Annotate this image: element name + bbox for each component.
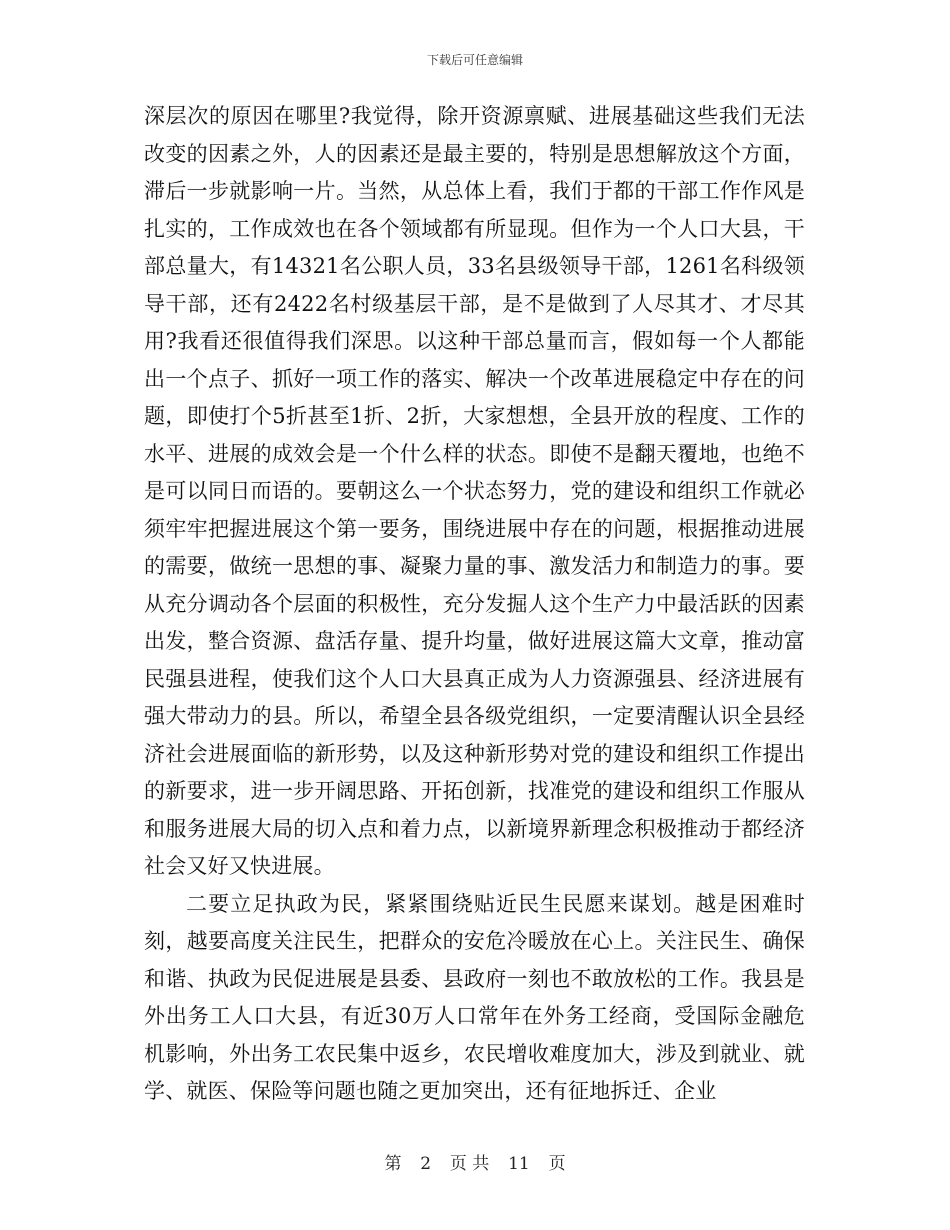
page-number-footer	[0, 1152, 950, 1176]
current-page-number: 2	[420, 1154, 432, 1174]
document-body	[144, 98, 805, 1111]
page-suffix: 页	[548, 1154, 566, 1174]
page-middle-text: 页 共	[449, 1154, 490, 1174]
page-header-note: 下载后可任意编辑	[426, 53, 523, 67]
body-paragraph-1: 深层次的原因在哪里?我觉得，除开资源禀赋、进展基础这些我们无法改变的因素之外，人的因素还是最主要的，特别是思想解放这个方面，滞后一步就影响一片。当然，从总体上看，我们于都的干部工作作风是扎实的，工作成效也在各个领域都有所显现。但作为一个人口大县，干部总量大，有14321名公职人员，33名县级领导干部，1261名科级领导干部，还有2422名村级基层干部，是不是做到了人尽其才、才尽其用?我看还很值得我们深思。以这种干部总量而言，假如每一个人都能出一个点子、抓好一项工作的落实、解决一个改革进展稳定中存在的问题，即使打个5折甚至1折、2折，大家想想，全县开放的程度、工作的水平、进展的成效会是一个什么样的状态。即使不是翻天覆地，也绝不是可以同日而语的。要朝这么一个状态努力，党的建设和组织工作就必须牢牢把握进展这个第一要务，围绕进展中存在的问题，根据推动进展的需要，做统一思想的事、凝聚力量的事、激发活力和制造力的事。要从充分调动各个层面的积极性，充分发掘人这个生产力中最活跃的因素出发，整合资源、盘活存量、提升均量，做好进展这篇大文章，推动富民强县进程，使我们这个人口大县真正成为人力资源强县、经济进展有强大带动力的县。所以，希望全县各级党组织，一定要清醒认识全县经济社会进展面临的新形势，以及这种新形势对党的建设和组织工作提出的新要求，进一步开阔思路、开拓创新，找准党的建设和组织工作服从和服务进展大局的切入点和着力点，以新境界新理念积极推动于都经济社会又好又快进展。	[144, 104, 805, 878]
page-prefix: 第	[384, 1154, 402, 1174]
body-paragraph-2: 二要立足执政为民，紧紧围绕贴近民生民愿来谋划。越是困难时刻，越要高度关注民生，把群众的安危冷暖放在心上。关注民生、确保和谐、执政为民促进展是县委、县政府一刻也不敢放松的工作。我县是外出务工人口大县，有近30万人口常年在外务工经商，受国际金融危机影响，外出务工农民集中返乡，农民增收难度加大，涉及到就业、就学、就医、保险等问题也随之更加突出，还有征地拆迁、企业	[144, 891, 805, 1103]
total-page-number: 11	[508, 1154, 530, 1174]
